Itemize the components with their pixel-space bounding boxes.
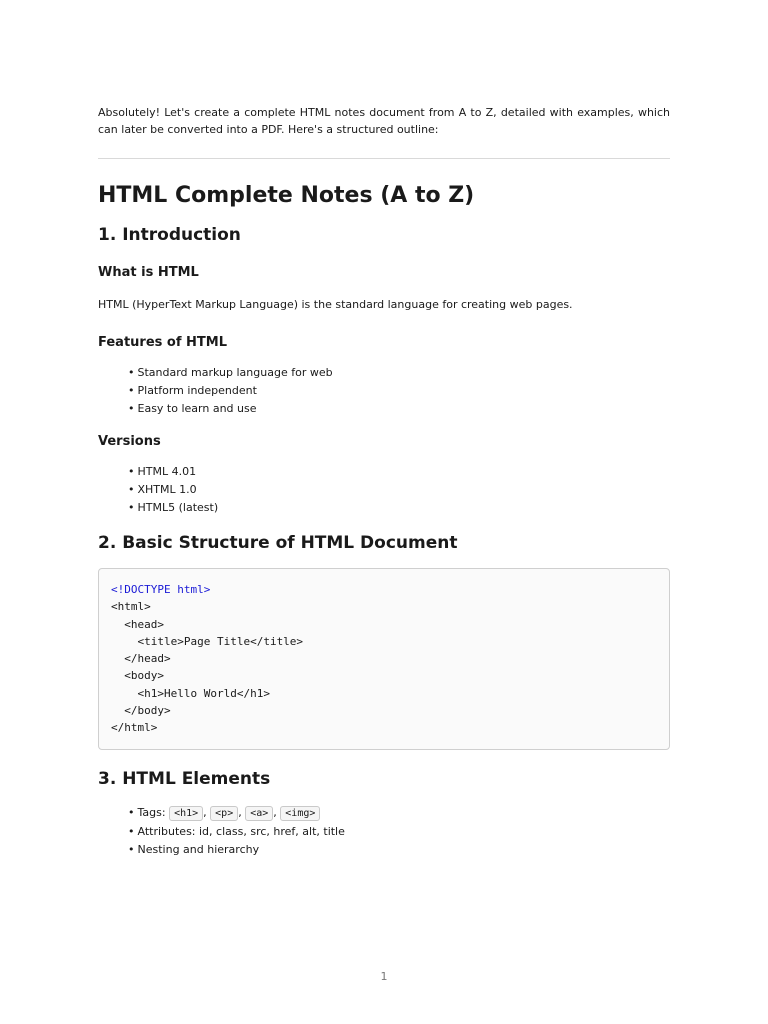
inline-code-tag: <img>	[280, 806, 320, 821]
list-item: • Attributes: id, class, src, href, alt, title	[128, 824, 345, 838]
document-page	[98, 104, 670, 859]
code-line: <title>Page Title</title>	[111, 634, 304, 648]
list-item: • XHTML 1.0	[128, 483, 197, 496]
section-heading-introduction: 1. Introduction	[98, 225, 241, 245]
code-line: </head>	[111, 652, 171, 666]
list-item: • Nesting and hierarchy	[128, 842, 260, 856]
subheading-versions: Versions	[98, 434, 161, 449]
code-line: <body>	[111, 669, 164, 683]
list-item: • Easy to learn and use	[128, 402, 257, 415]
list-item: • HTML 4.01	[128, 465, 197, 478]
code-line: <html>	[111, 600, 151, 614]
features-list	[98, 364, 670, 418]
inline-code-tag: <h1>	[169, 806, 203, 821]
list-item: • Platform independent	[128, 384, 257, 397]
code-line: </body>	[111, 704, 171, 718]
inline-code-tag: <p>	[210, 806, 238, 821]
intro-paragraph: Absolutely! Let's create a complete HTML notes document from A to Z, detailed with examples, which can later be converted into a PDF. Here's a structured outline:	[98, 106, 670, 136]
code-line: <head>	[111, 617, 164, 631]
section-heading-basic-structure: 2. Basic Structure of HTML Document	[98, 533, 458, 553]
code-line: <h1>Hello World</h1>	[111, 686, 270, 700]
what-is-html-text: HTML (HyperText Markup Language) is the standard language for creating web pages.	[98, 298, 573, 311]
inline-code-tag: <a>	[245, 806, 273, 821]
divider	[98, 158, 670, 159]
elements-list	[98, 804, 670, 859]
code-line: </html>	[111, 721, 158, 735]
section-heading-html-elements: 3. HTML Elements	[98, 768, 271, 789]
code-block	[98, 568, 670, 750]
subheading-what-is-html: What is HTML	[98, 265, 199, 280]
subheading-features: Features of HTML	[98, 335, 227, 350]
list-item: • Standard markup language for web	[128, 366, 333, 379]
page-number: 1	[380, 970, 388, 983]
code-line: <!DOCTYPE html>	[111, 583, 211, 596]
list-item: • HTML5 (latest)	[128, 501, 219, 514]
versions-list	[98, 463, 670, 517]
document-title: HTML Complete Notes (A to Z)	[98, 183, 475, 208]
list-item: • Tags: <h1> , <p> , <a> , <img>	[128, 804, 670, 823]
